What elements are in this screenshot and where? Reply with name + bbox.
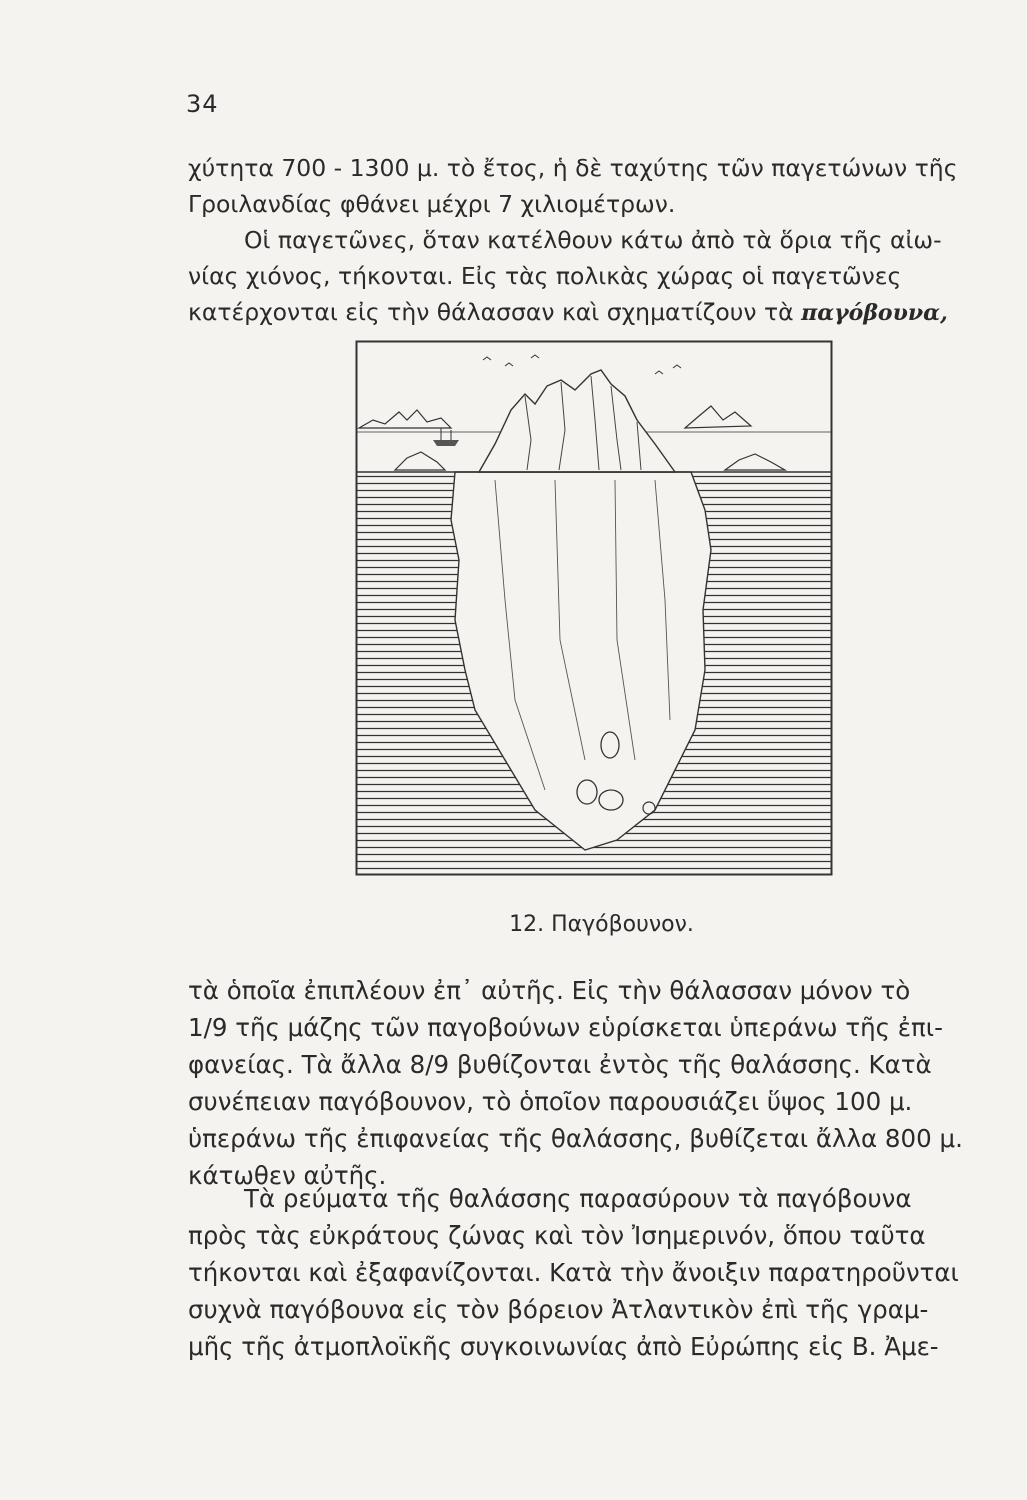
paragraph-3 [188, 972, 968, 1194]
paragraph-4 [188, 1180, 968, 1365]
text-line: τὰ ὁποῖα ἐπιπλέουν ἐπ᾽ αὐτῆς. Εἰς τὴν θάλασσαν μόνον τὸ [188, 976, 911, 1005]
text-line: νίας χιόνος, τήκονται. Εἰς τὰς πολικὰς χώρας οἱ παγετῶνες [188, 262, 902, 290]
text-line: Τὰ ρεύματα τῆς θαλάσσης παρασύρουν τὰ παγόβουνα [244, 1184, 912, 1213]
text-line: Γροιλανδίας φθάνει μέχρι 7 χιλιομέτρων. [188, 190, 676, 218]
text-line: φανείας. Τὰ ἄλλα 8/9 βυθίζονται ἐντὸς τῆς θαλάσσης. Κατὰ [188, 1050, 932, 1079]
page-number: 34 [186, 90, 219, 118]
iceberg-above-water [479, 370, 675, 472]
text-line: κατέρχονται εἰς τὴν θάλασσαν καὶ σχηματίζουν τὰ παγόβουνα, [188, 298, 948, 326]
emphasized-term: παγόβουνα, [801, 300, 948, 326]
paragraph-2 [188, 222, 968, 331]
text-line: τήκονται καὶ ἐξαφανίζονται. Κατὰ τὴν ἄνοιξιν παρατηροῦνται [188, 1258, 959, 1287]
iceberg-illustration [355, 340, 833, 876]
text-line: ὑπεράνω τῆς ἐπιφανείας τῆς θαλάσσης, βυθίζεται ἄλλα 800 μ. [188, 1124, 963, 1153]
text-line: πρὸς τὰς εὐκράτους ζώνας καὶ τὸν Ἰσημερινόν, ὅπου ταῦτα [188, 1221, 926, 1250]
paragraph-1 [188, 150, 968, 222]
text-line: συχνὰ παγόβουνα εἰς τὸν βόρειον Ἀτλαντικὸν ἐπὶ τῆς γραμ- [188, 1295, 929, 1324]
text-line: 1/9 τῆς μάζης τῶν παγοβούνων εὑρίσκεται ὑπεράνω τῆς ἐπι- [188, 1013, 943, 1042]
text-line: μῆς τῆς ἀτμοπλοϊκῆς συγκοινωνίας ἀπὸ Εὐρώπης εἰς Β. Ἀμε- [188, 1332, 939, 1361]
text-line: συνέπειαν παγόβουνον, τὸ ὁποῖον παρουσιάζει ὕψος 100 μ. [188, 1087, 913, 1116]
text-line: κάτωθεν αὐτῆς. [188, 1161, 387, 1190]
text-line: Οἱ παγετῶνες, ὅταν κατέλθουν κάτω ἀπὸ τὰ ὅρια τῆς αἰω- [244, 226, 942, 254]
text-line: χύτητα 700 - 1300 μ. τὸ ἔτος, ἡ δὲ ταχύτης τῶν παγετώνων τῆς [188, 154, 958, 182]
figure-caption: 12. Παγόβουνον. [509, 912, 694, 937]
